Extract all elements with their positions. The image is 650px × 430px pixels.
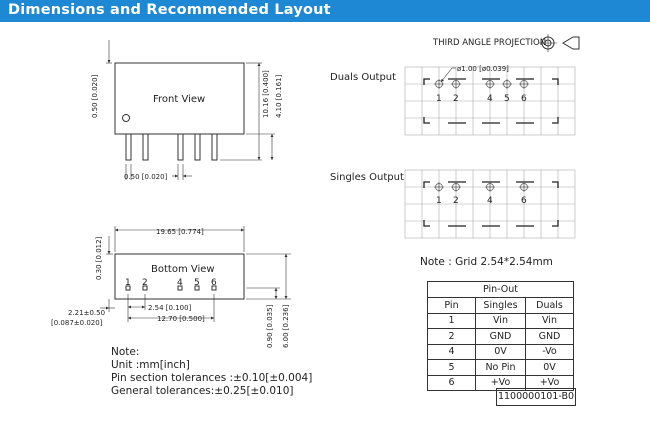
bottom-dim-width: 6.00 [0.236] xyxy=(282,304,290,348)
notes-unit: Unit :mm[inch] xyxy=(111,359,190,371)
notes-general-tolerance: General tolerances:±0.25[±0.010] xyxy=(111,385,294,397)
singles-output-label: Singles Output xyxy=(330,172,404,183)
table-row xyxy=(428,313,574,329)
bottom-pin-label: 4 xyxy=(177,278,183,288)
pinout-cell: Vin xyxy=(526,313,574,329)
pinout-table xyxy=(427,281,574,391)
notes-pin-tolerance: Pin section tolerances :±0.10[±0.004] xyxy=(111,372,313,384)
bottom-pin-label: 1 xyxy=(125,278,131,288)
duals-pin-label: 1 xyxy=(436,94,442,104)
front-dim-height-total: 10.16 [0.400] xyxy=(262,70,270,118)
table-row xyxy=(428,360,574,376)
bottom-dim-edge: 2.21±0.50 xyxy=(68,309,106,317)
grid-note: Note : Grid 2.54*2.54mm xyxy=(420,256,553,268)
pinout-cell: 5 xyxy=(428,360,476,376)
pinout-cell: No Pin xyxy=(476,360,526,376)
bottom-pin-label: 2 xyxy=(142,278,148,288)
bottom-view-pin-labels xyxy=(125,278,217,288)
bottom-dim-edge-inch: [0.087±0.020] xyxy=(51,319,103,327)
bottom-dim-span: 12.70 [0.500] xyxy=(157,315,205,323)
duals-hole-dim: ø1.00 [ø0.039] xyxy=(457,65,509,73)
table-row xyxy=(428,344,574,360)
pinout-cell: GND xyxy=(476,329,526,345)
front-view-label: Front View xyxy=(153,94,206,105)
duals-pin-label: 2 xyxy=(453,94,459,104)
front-dim-height-body: 4.10 [0.161] xyxy=(275,74,283,118)
pinout-header: Duals xyxy=(526,298,574,314)
bottom-view-label: Bottom View xyxy=(151,264,215,275)
front-dim-pin-thick: 0.50 [0.020] xyxy=(124,173,168,181)
bottom-pin-label: 6 xyxy=(211,278,217,288)
pinout-cell: +Vo xyxy=(476,375,526,391)
duals-output-label: Duals Output xyxy=(330,72,397,83)
duals-pin-label: 6 xyxy=(521,94,527,104)
part-code: 1100000101-B0 xyxy=(496,388,576,406)
singles-pin-label: 6 xyxy=(521,196,527,206)
singles-pin-label: 2 xyxy=(453,196,459,206)
duals-pin-label: 5 xyxy=(504,94,510,104)
singles-pin-label: 1 xyxy=(436,196,442,206)
pinout-cell: 0V xyxy=(476,344,526,360)
pinout-cell: +Vo xyxy=(526,375,574,391)
pinout-cell: 1 xyxy=(428,313,476,329)
bottom-view-drawing xyxy=(115,254,244,299)
front-dim-pin-width: 0.50 [0.020] xyxy=(91,74,99,118)
pinout-cell: Vin xyxy=(476,313,526,329)
singles-pin-label: 4 xyxy=(487,196,493,206)
third-angle-projection-icon xyxy=(539,34,579,52)
pinout-caption: Pin-Out xyxy=(428,282,574,298)
pinout-cell: 6 xyxy=(428,375,476,391)
notes-block xyxy=(111,346,312,398)
pinout-cell: 4 xyxy=(428,344,476,360)
table-row xyxy=(428,329,574,345)
duals-pin-label: 4 xyxy=(487,94,493,104)
duals-pin-labels xyxy=(436,94,527,104)
projection-label: THIRD ANGLE PROJECTION xyxy=(433,38,547,48)
bottom-dim-length: 19.65 [0.774] xyxy=(156,228,204,236)
pinout-header: Singles xyxy=(476,298,526,314)
front-view-drawing xyxy=(115,63,244,160)
pinout-cell: 2 xyxy=(428,329,476,345)
pinout-cell: 0V xyxy=(526,360,574,376)
bottom-dim-pin-row: 0.90 [0.035] xyxy=(266,304,274,348)
pinout-header: Pin xyxy=(428,298,476,314)
pinout-cell: GND xyxy=(526,329,574,345)
section-title: Dimensions and Recommended Layout xyxy=(8,2,331,18)
bottom-dim-offset: 0.30 [0.012] xyxy=(95,236,103,280)
bottom-pin-label: 5 xyxy=(194,278,200,288)
bottom-dim-pitch: 2.54 [0.100] xyxy=(148,304,192,312)
pinout-cell: -Vo xyxy=(526,344,574,360)
notes-title: Note: xyxy=(111,346,140,358)
singles-pin-labels xyxy=(436,196,527,206)
